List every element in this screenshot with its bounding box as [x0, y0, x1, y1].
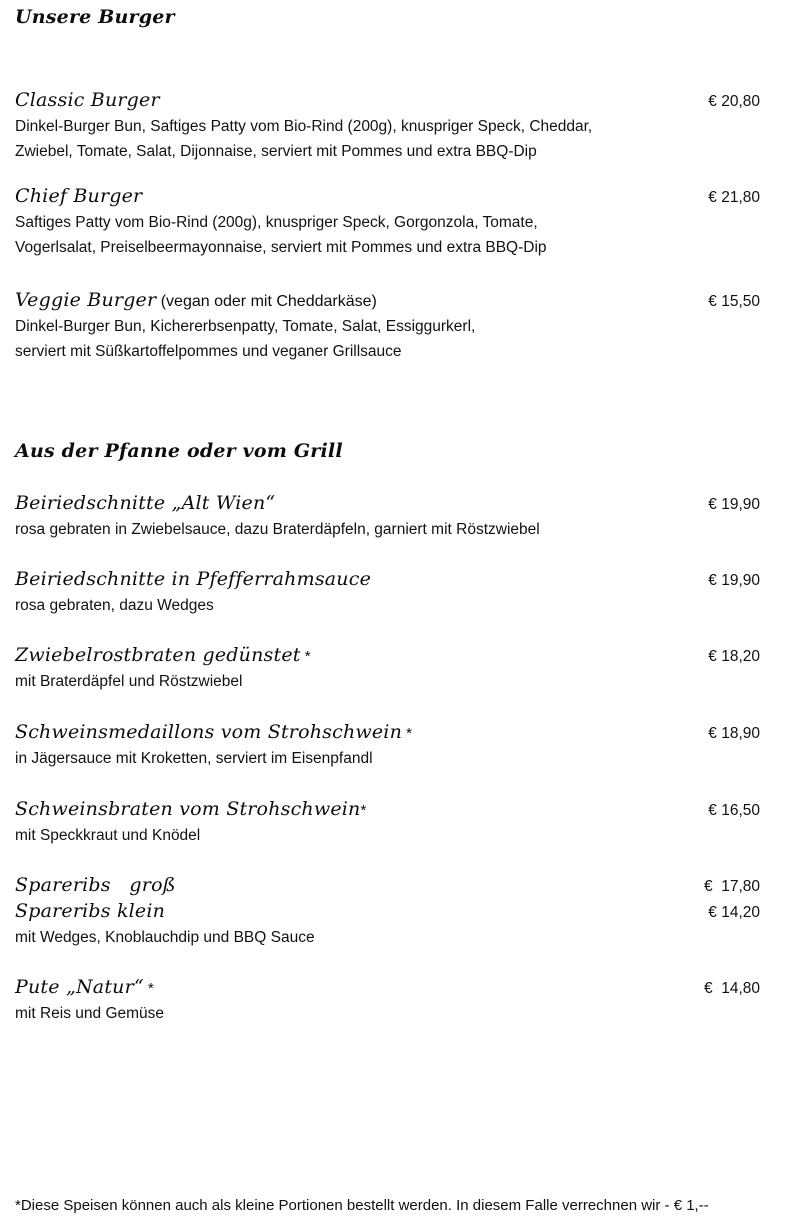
menu-item-price: € 18,20 [708, 648, 760, 665]
section-heading-text: Unsere Burger [15, 6, 175, 28]
menu-item-name [15, 643, 311, 669]
menu-item-name-text: Veggie Burger [15, 289, 157, 311]
menu-item-chief-burger[interactable] [15, 184, 760, 260]
menu-item-name: Beiriedschnitte in Pfefferrahmsauce [15, 568, 372, 590]
menu-item-beiriedschnitte-alt-wien[interactable] [15, 491, 760, 542]
footnote-text: *Diese Speisen können auch als kleine Portionen bestellt werden. In diesem Falle verrechnen wir - € 1,-- [15, 1197, 709, 1214]
menu-item-spareribs[interactable] [15, 873, 760, 950]
menu-item-description-line: Dinkel-Burger Bun, Kichererbsenpatty, Tomate, Salat, Essiggurkerl, [15, 318, 476, 335]
menu-item-price: € 14,80 [703, 980, 760, 997]
menu-item-qualifier: (vegan oder mit Cheddarkäse) [156, 293, 377, 310]
menu-item-header [15, 975, 760, 1001]
menu-item-zwiebelrostbraten[interactable] [15, 643, 760, 694]
menu-item-price: € 19,90 [708, 496, 760, 513]
menu-item-description-line: Dinkel-Burger Bun, Saftiges Patty vom Bio-Rind (200g), knuspriger Speck, Cheddar, [15, 118, 593, 135]
section-title-pfanne-grill [15, 440, 785, 462]
menu-item-description-line: mit Speckkraut und Knödel [15, 827, 201, 844]
footnote-marker: * [360, 802, 367, 819]
menu-item-classic-burger[interactable] [15, 88, 760, 164]
menu-item-name-text: Zwiebelrostbraten gedünstet [15, 644, 301, 666]
menu-item-beiriedschnitte-pfefferrahmsauce[interactable] [15, 567, 760, 618]
menu-item-description-line: Vogerlsalat, Preiselbeermayonnaise, serviert mit Pommes und extra BBQ-Dip [15, 239, 547, 256]
menu-item-name [15, 288, 377, 314]
menu-item-price: € 21,80 [708, 189, 760, 206]
menu-item-description-line: mit Braterdäpfel und Röstzwiebel [15, 673, 243, 690]
menu-item-name: Chief Burger [15, 185, 143, 207]
menu-item-price: € 16,50 [708, 802, 760, 819]
menu-item-header [15, 720, 760, 746]
menu-item-description-line: rosa gebraten, dazu Wedges [15, 597, 214, 614]
menu-item-description-line: rosa gebraten in Zwiebelsauce, dazu Braterdäpfeln, garniert mit Röstzwiebel [15, 521, 540, 538]
menu-item-header [15, 491, 760, 517]
menu-item-name-secondary: Spareribs klein [15, 900, 166, 922]
menu-item-header [15, 797, 760, 823]
menu-item-price: € 15,50 [708, 293, 760, 310]
menu-item-schweinsbraten[interactable] [15, 797, 760, 848]
menu-item-price: € 18,90 [708, 725, 760, 742]
menu-item-header-secondary [15, 899, 760, 925]
section-title-burger [15, 6, 785, 28]
menu-item-price: € 19,90 [708, 572, 760, 589]
menu-item-header [15, 567, 760, 593]
menu-item-header [15, 88, 760, 114]
menu-item-name: Beiriedschnitte „Alt Wien“ [15, 492, 276, 514]
menu-item-name [15, 720, 412, 746]
menu-item-description-line: in Jägersauce mit Kroketten, serviert im Eisenpfandl [15, 750, 373, 767]
menu-item-header [15, 873, 760, 899]
menu-item-description-line: mit Reis und Gemüse [15, 1005, 165, 1022]
menu-item-pute-natur[interactable] [15, 975, 760, 1026]
menu-item-description-line: Saftiges Patty vom Bio-Rind (200g), knuspriger Speck, Gorgonzola, Tomate, [15, 214, 538, 231]
menu-item-veggie-burger[interactable] [15, 288, 760, 364]
menu-item-schweinsmedaillons[interactable] [15, 720, 760, 771]
menu-item-name: Spareribs groß [15, 874, 176, 896]
footnote-marker: * [300, 648, 311, 665]
menu-item-name [15, 797, 366, 823]
menu-item-name-text: Pute „Natur“ [15, 976, 144, 998]
menu-item-header [15, 184, 760, 210]
section-heading-text: Aus der Pfanne oder vom Grill [15, 440, 343, 462]
menu-item-name-text: Schweinsmedaillons vom Strohschwein [15, 721, 402, 743]
menu-item-header [15, 288, 760, 314]
menu-item-name [15, 975, 154, 1001]
menu-item-description-line: mit Wedges, Knoblauchdip und BBQ Sauce [15, 929, 315, 946]
menu-item-description-line: serviert mit Süßkartoffelpommes und veganer Grillsauce [15, 343, 402, 360]
menu-item-header [15, 643, 760, 669]
menu-item-price: € 17,80 [703, 878, 760, 895]
menu-item-description-line: Zwiebel, Tomate, Salat, Dijonnaise, serviert mit Pommes und extra BBQ-Dip [15, 143, 537, 160]
footnote-marker: * [402, 725, 413, 742]
menu-item-name-text: Schweinsbraten vom Strohschwein [15, 798, 361, 820]
footnote-marker: * [143, 980, 154, 997]
menu-item-price: € 20,80 [708, 93, 760, 110]
menu-item-name: Classic Burger [15, 89, 160, 111]
menu-item-price-secondary: € 14,20 [708, 904, 760, 921]
